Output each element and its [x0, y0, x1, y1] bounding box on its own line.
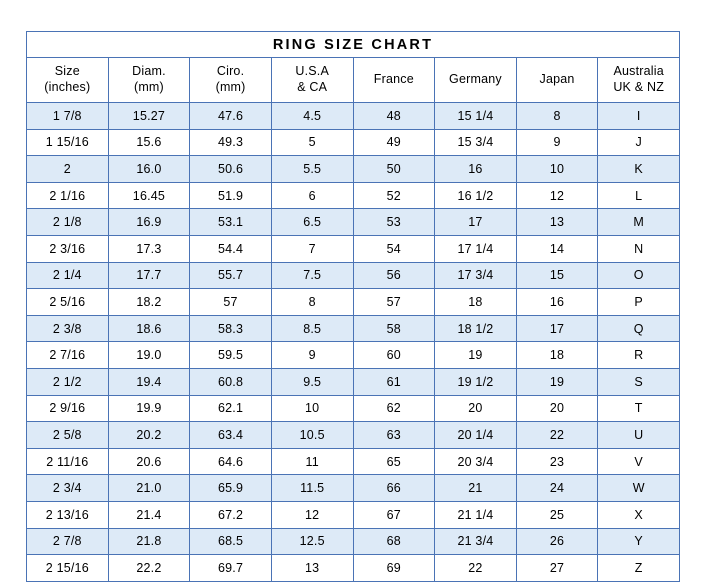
table-row [27, 448, 680, 475]
cell-diameter: 22.2 [108, 555, 190, 582]
header-line-2: (inches) [44, 80, 91, 94]
header-line-2: & CA [297, 80, 328, 94]
cell-germany: 16 [435, 156, 517, 183]
cell-diameter: 19.0 [108, 342, 190, 369]
cell-france: 50 [353, 156, 435, 183]
cell-size: 2 7/8 [27, 528, 109, 555]
column-header-size [27, 58, 109, 103]
cell-australia-uk-nz: K [598, 156, 680, 183]
cell-diameter: 19.4 [108, 368, 190, 395]
cell-circumference: 65.9 [190, 475, 272, 502]
cell-australia-uk-nz: R [598, 342, 680, 369]
cell-circumference: 57 [190, 289, 272, 316]
cell-usa-ca: 6.5 [271, 209, 353, 236]
cell-diameter: 21.0 [108, 475, 190, 502]
cell-australia-uk-nz: V [598, 448, 680, 475]
table-row [27, 422, 680, 449]
cell-circumference: 64.6 [190, 448, 272, 475]
cell-circumference: 47.6 [190, 103, 272, 130]
table-row [27, 555, 680, 582]
cell-japan: 16 [516, 289, 598, 316]
cell-japan: 17 [516, 315, 598, 342]
table-row [27, 103, 680, 130]
header-line-1: Australia [613, 64, 664, 79]
cell-diameter: 18.2 [108, 289, 190, 316]
cell-france: 54 [353, 235, 435, 262]
table-row [27, 475, 680, 502]
cell-japan: 15 [516, 262, 598, 289]
cell-japan: 8 [516, 103, 598, 130]
cell-germany: 17 3/4 [435, 262, 517, 289]
cell-usa-ca: 7 [271, 235, 353, 262]
table-row [27, 156, 680, 183]
cell-size: 2 1/4 [27, 262, 109, 289]
cell-france: 65 [353, 448, 435, 475]
cell-size: 1 15/16 [27, 129, 109, 156]
column-header-diameter [108, 58, 190, 103]
cell-japan: 27 [516, 555, 598, 582]
cell-japan: 22 [516, 422, 598, 449]
cell-france: 48 [353, 103, 435, 130]
cell-diameter: 21.8 [108, 528, 190, 555]
cell-japan: 20 [516, 395, 598, 422]
cell-france: 57 [353, 289, 435, 316]
cell-japan: 24 [516, 475, 598, 502]
cell-australia-uk-nz: Y [598, 528, 680, 555]
cell-germany: 21 3/4 [435, 528, 517, 555]
column-header-japan [516, 58, 598, 103]
cell-circumference: 54.4 [190, 235, 272, 262]
cell-france: 58 [353, 315, 435, 342]
cell-france: 53 [353, 209, 435, 236]
cell-size: 2 1/2 [27, 368, 109, 395]
cell-size: 2 5/8 [27, 422, 109, 449]
cell-australia-uk-nz: U [598, 422, 680, 449]
cell-germany: 21 1/4 [435, 501, 517, 528]
cell-diameter: 18.6 [108, 315, 190, 342]
header-line-1: Size [54, 64, 80, 79]
cell-germany: 15 1/4 [435, 103, 517, 130]
table-row [27, 235, 680, 262]
cell-usa-ca: 9 [271, 342, 353, 369]
cell-australia-uk-nz: O [598, 262, 680, 289]
column-header-usa-ca [271, 58, 353, 103]
cell-size: 1 7/8 [27, 103, 109, 130]
ring-size-chart-table [26, 31, 680, 582]
cell-circumference: 58.3 [190, 315, 272, 342]
cell-germany: 16 1/2 [435, 182, 517, 209]
cell-usa-ca: 8.5 [271, 315, 353, 342]
column-header-germany [435, 58, 517, 103]
cell-germany: 19 [435, 342, 517, 369]
cell-france: 68 [353, 528, 435, 555]
cell-circumference: 53.1 [190, 209, 272, 236]
cell-australia-uk-nz: S [598, 368, 680, 395]
cell-australia-uk-nz: Q [598, 315, 680, 342]
cell-usa-ca: 5 [271, 129, 353, 156]
header-line-2: UK & NZ [613, 80, 665, 94]
cell-france: 60 [353, 342, 435, 369]
table-header-row [27, 58, 680, 103]
cell-size: 2 1/16 [27, 182, 109, 209]
table-body [27, 32, 680, 582]
header-line-1: France [373, 72, 414, 87]
cell-diameter: 16.45 [108, 182, 190, 209]
cell-size: 2 9/16 [27, 395, 109, 422]
table-row [27, 501, 680, 528]
cell-australia-uk-nz: T [598, 395, 680, 422]
cell-japan: 9 [516, 129, 598, 156]
cell-germany: 21 [435, 475, 517, 502]
cell-france: 63 [353, 422, 435, 449]
cell-japan: 14 [516, 235, 598, 262]
column-header-circumference [190, 58, 272, 103]
table-row [27, 342, 680, 369]
cell-diameter: 15.6 [108, 129, 190, 156]
cell-circumference: 62.1 [190, 395, 272, 422]
cell-france: 56 [353, 262, 435, 289]
cell-japan: 12 [516, 182, 598, 209]
cell-circumference: 49.3 [190, 129, 272, 156]
cell-circumference: 67.2 [190, 501, 272, 528]
table-row [27, 129, 680, 156]
cell-diameter: 16.9 [108, 209, 190, 236]
cell-usa-ca: 11 [271, 448, 353, 475]
cell-germany: 18 [435, 289, 517, 316]
cell-diameter: 15.27 [108, 103, 190, 130]
cell-diameter: 21.4 [108, 501, 190, 528]
cell-circumference: 50.6 [190, 156, 272, 183]
cell-size: 2 11/16 [27, 448, 109, 475]
cell-germany: 17 [435, 209, 517, 236]
cell-usa-ca: 10 [271, 395, 353, 422]
cell-japan: 23 [516, 448, 598, 475]
cell-usa-ca: 5.5 [271, 156, 353, 183]
table-row [27, 368, 680, 395]
table-row [27, 315, 680, 342]
cell-circumference: 68.5 [190, 528, 272, 555]
cell-size: 2 3/16 [27, 235, 109, 262]
cell-germany: 20 [435, 395, 517, 422]
cell-australia-uk-nz: W [598, 475, 680, 502]
cell-france: 66 [353, 475, 435, 502]
cell-circumference: 51.9 [190, 182, 272, 209]
cell-usa-ca: 12.5 [271, 528, 353, 555]
cell-france: 69 [353, 555, 435, 582]
table-row [27, 528, 680, 555]
cell-usa-ca: 6 [271, 182, 353, 209]
cell-germany: 22 [435, 555, 517, 582]
cell-circumference: 63.4 [190, 422, 272, 449]
cell-size: 2 3/4 [27, 475, 109, 502]
table-row [27, 262, 680, 289]
header-line-1: Ciro. [216, 64, 245, 79]
page-title: RING SIZE CHART [27, 32, 680, 58]
cell-japan: 18 [516, 342, 598, 369]
cell-australia-uk-nz: I [598, 103, 680, 130]
cell-usa-ca: 9.5 [271, 368, 353, 395]
column-header-france [353, 58, 435, 103]
cell-usa-ca: 12 [271, 501, 353, 528]
cell-japan: 13 [516, 209, 598, 236]
cell-australia-uk-nz: L [598, 182, 680, 209]
cell-germany: 15 3/4 [435, 129, 517, 156]
cell-size: 2 13/16 [27, 501, 109, 528]
cell-size: 2 1/8 [27, 209, 109, 236]
cell-france: 67 [353, 501, 435, 528]
cell-diameter: 16.0 [108, 156, 190, 183]
cell-germany: 17 1/4 [435, 235, 517, 262]
cell-size: 2 [27, 156, 109, 183]
cell-circumference: 59.5 [190, 342, 272, 369]
column-header-australia-uk-nz [598, 58, 680, 103]
cell-australia-uk-nz: M [598, 209, 680, 236]
cell-france: 62 [353, 395, 435, 422]
header-line-1: Japan [539, 72, 575, 87]
cell-germany: 19 1/2 [435, 368, 517, 395]
cell-circumference: 69.7 [190, 555, 272, 582]
cell-usa-ca: 7.5 [271, 262, 353, 289]
cell-australia-uk-nz: X [598, 501, 680, 528]
cell-germany: 20 1/4 [435, 422, 517, 449]
cell-diameter: 20.2 [108, 422, 190, 449]
cell-france: 61 [353, 368, 435, 395]
header-line-1: U.S.A [295, 64, 330, 79]
cell-size: 2 7/16 [27, 342, 109, 369]
cell-usa-ca: 4.5 [271, 103, 353, 130]
cell-usa-ca: 8 [271, 289, 353, 316]
cell-japan: 25 [516, 501, 598, 528]
cell-japan: 19 [516, 368, 598, 395]
cell-diameter: 19.9 [108, 395, 190, 422]
cell-circumference: 60.8 [190, 368, 272, 395]
cell-diameter: 17.3 [108, 235, 190, 262]
cell-circumference: 55.7 [190, 262, 272, 289]
cell-usa-ca: 11.5 [271, 475, 353, 502]
header-line-2: (mm) [215, 80, 246, 94]
ring-size-chart-container [26, 31, 680, 575]
table-row [27, 395, 680, 422]
cell-france: 49 [353, 129, 435, 156]
cell-australia-uk-nz: P [598, 289, 680, 316]
header-line-1: Germany [449, 72, 502, 87]
cell-diameter: 20.6 [108, 448, 190, 475]
header-line-1: Diam. [132, 64, 166, 79]
cell-germany: 18 1/2 [435, 315, 517, 342]
table-row [27, 209, 680, 236]
cell-australia-uk-nz: N [598, 235, 680, 262]
cell-australia-uk-nz: Z [598, 555, 680, 582]
table-row [27, 289, 680, 316]
cell-size: 2 3/8 [27, 315, 109, 342]
cell-japan: 26 [516, 528, 598, 555]
chart-title-row [27, 32, 680, 58]
cell-japan: 10 [516, 156, 598, 183]
cell-size: 2 15/16 [27, 555, 109, 582]
cell-germany: 20 3/4 [435, 448, 517, 475]
cell-france: 52 [353, 182, 435, 209]
cell-australia-uk-nz: J [598, 129, 680, 156]
cell-diameter: 17.7 [108, 262, 190, 289]
cell-usa-ca: 13 [271, 555, 353, 582]
table-row [27, 182, 680, 209]
cell-size: 2 5/16 [27, 289, 109, 316]
header-line-2: (mm) [133, 80, 164, 94]
cell-usa-ca: 10.5 [271, 422, 353, 449]
